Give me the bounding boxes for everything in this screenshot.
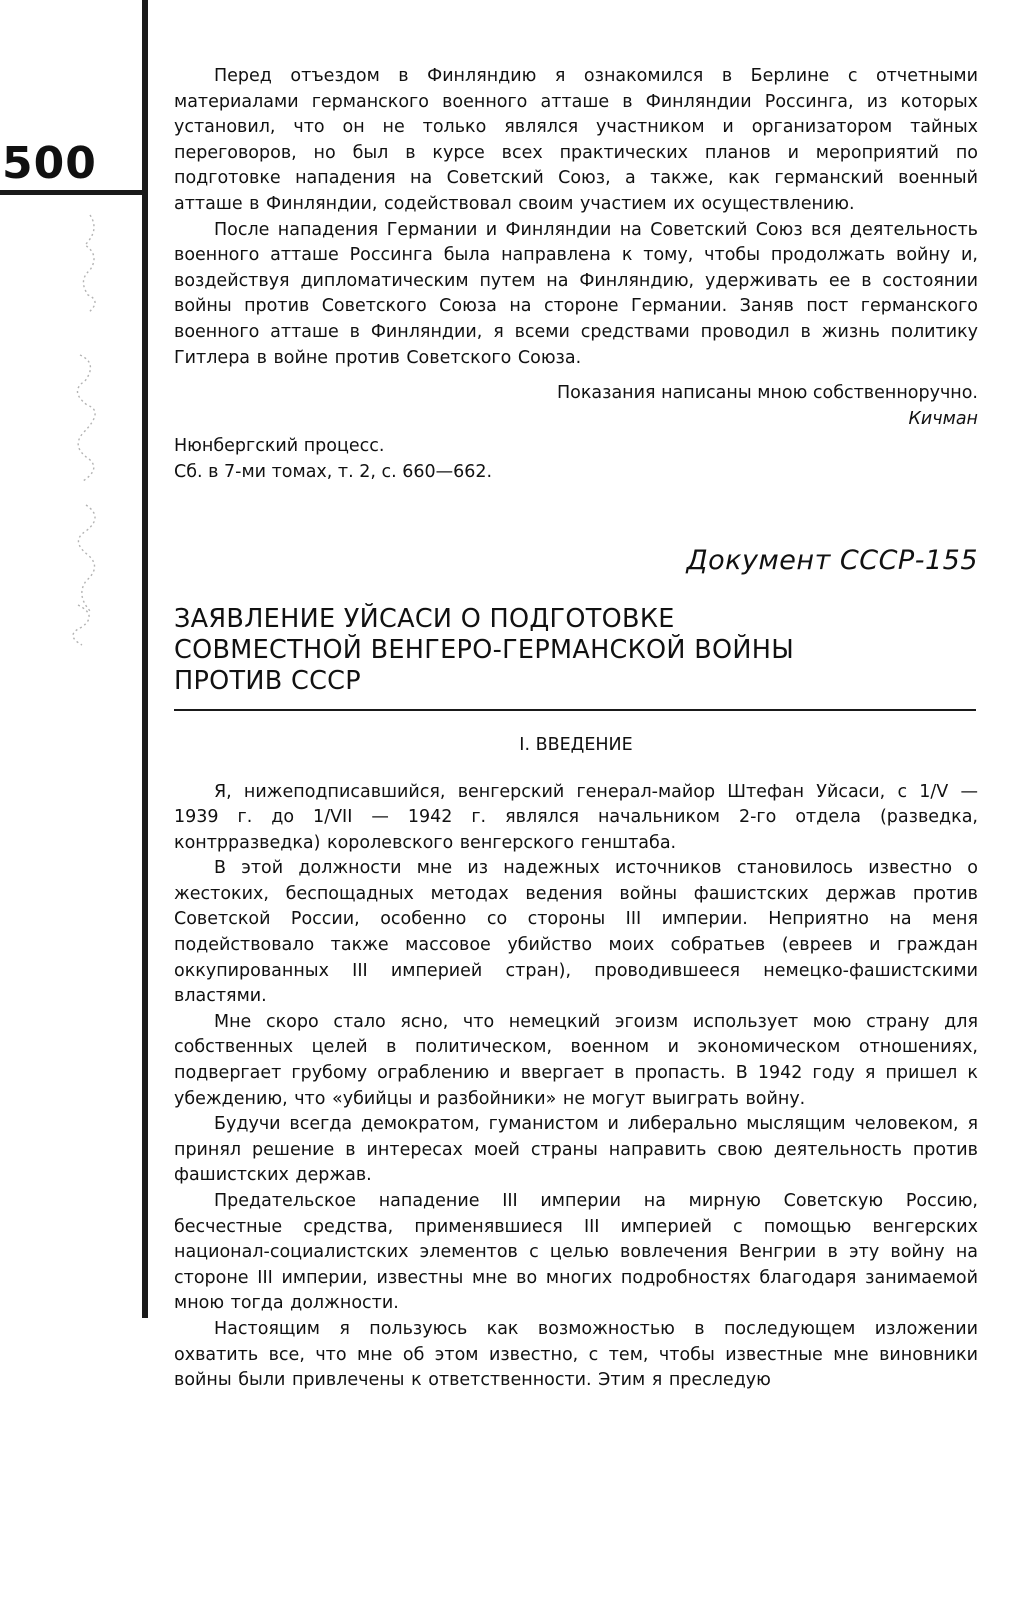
document-title (174, 604, 978, 697)
title-line-1: ЗАЯВЛЕНИЕ УЙСАСИ О ПОДГОТОВКЕ (174, 603, 675, 634)
source-line-2: Сб. в 7-ми томах, т. 2, с. 660—662. (174, 461, 493, 482)
title-line-2: СОВМЕСТНОЙ ВЕНГЕРО-ГЕРМАНСКОЙ ВОЙНЫ (174, 634, 795, 665)
title-line-3: ПРОТИВ СССР (174, 665, 361, 696)
library-stamp-mark (50, 205, 140, 665)
paragraph: Я, нижеподписавшийся, венгерский генерал-майор Штефан Уйсаси, с 1/V — 1939 г. до 1/VII — 1942 г. являлся начальником 2-го отдела (разведка, контрразведка) королевского венгерского генштаба. (174, 781, 978, 853)
paragraph: После нападения Германии и Финляндии на Советский Союз вся деятельность военного атташе Россинга была направлена к тому, чтобы продолжать войну и, воздействуя дипломатическим путем на Финляндию, удерживать ее в состоянии войны против Советского Союза на стороне Германии. Заняв пост германского военного атташе в Финляндии, я всеми средствами проводил в жизнь политику Гитлера в войне против Советского Союза. (174, 219, 978, 368)
document-number: Документ СССР-155 (686, 544, 978, 576)
page-content (174, 64, 978, 1394)
signature-name: Кичман (908, 408, 978, 429)
source-line-1: Нюнбергский процесс. (174, 436, 385, 457)
title-divider (174, 709, 976, 711)
paragraph: Предательское нападение III империи на мирную Советскую Россию, бесчестные средства, применявшиеся III империей с помощью венгерских национал-социалистских элементов с целью вовлечения Венгрии в эту войну на стороне III империи, известны мне во многих подробностях благодаря занимаемой мною тогда должности. (174, 1191, 978, 1314)
signature-statement: Показания написаны мною собственноручно. (556, 383, 978, 404)
margin-vertical-rule (142, 0, 148, 1318)
paragraph: Настоящим я пользуюсь как возможностью в последующем изложении охватить все, что мне об этом известно, с тем, чтобы известные мне виновники войны были привлечены к ответственности. Этим я преследую (174, 1318, 978, 1391)
paragraph: Мне скоро стало ясно, что немецкий эгоизм использует мою страну для собственных целей в политическом, военном и экономическом отношениях, подвергает грубому ограблению и ввергает в пропасть. В 1942 году я пришел к убеждению, что «убийцы и разбойники» не могут выиграть войну. (174, 1011, 978, 1109)
paragraph: Будучи всегда демократом, гуманистом и либерально мыслящим человеком, я принял решение в интересах моей страны направить свою деятельность против фашистских держав. (174, 1114, 978, 1186)
section-heading: I. ВВЕДЕНИЕ (519, 734, 633, 755)
page-number: 500 (2, 138, 97, 189)
paragraph: Перед отъездом в Финляндию я ознакомился в Берлине с отчетными материалами германского военного атташе в Финляндии Россинга, из которых установил, что он не только являлся участником и организатором тайных переговоров, но был в курсе всех практических планов и мероприятий по подготовке нападения на Советский Союз, а также, как германский военный атташе в Финляндии, содействовал своим участием их осуществлению. (174, 66, 978, 214)
paragraph: В этой должности мне из надежных источников становилось известно о жестоких, беспощадных методах ведения войны фашистских держав против Советской России, особенно со стороны III империи. Неприятно на меня подействовало также массовое убийство моих собратьев (евреев и граждан оккупированных III империей стран), проводившееся немецко-фашистскими властями. (174, 858, 978, 1007)
page-number-rule (0, 190, 146, 195)
